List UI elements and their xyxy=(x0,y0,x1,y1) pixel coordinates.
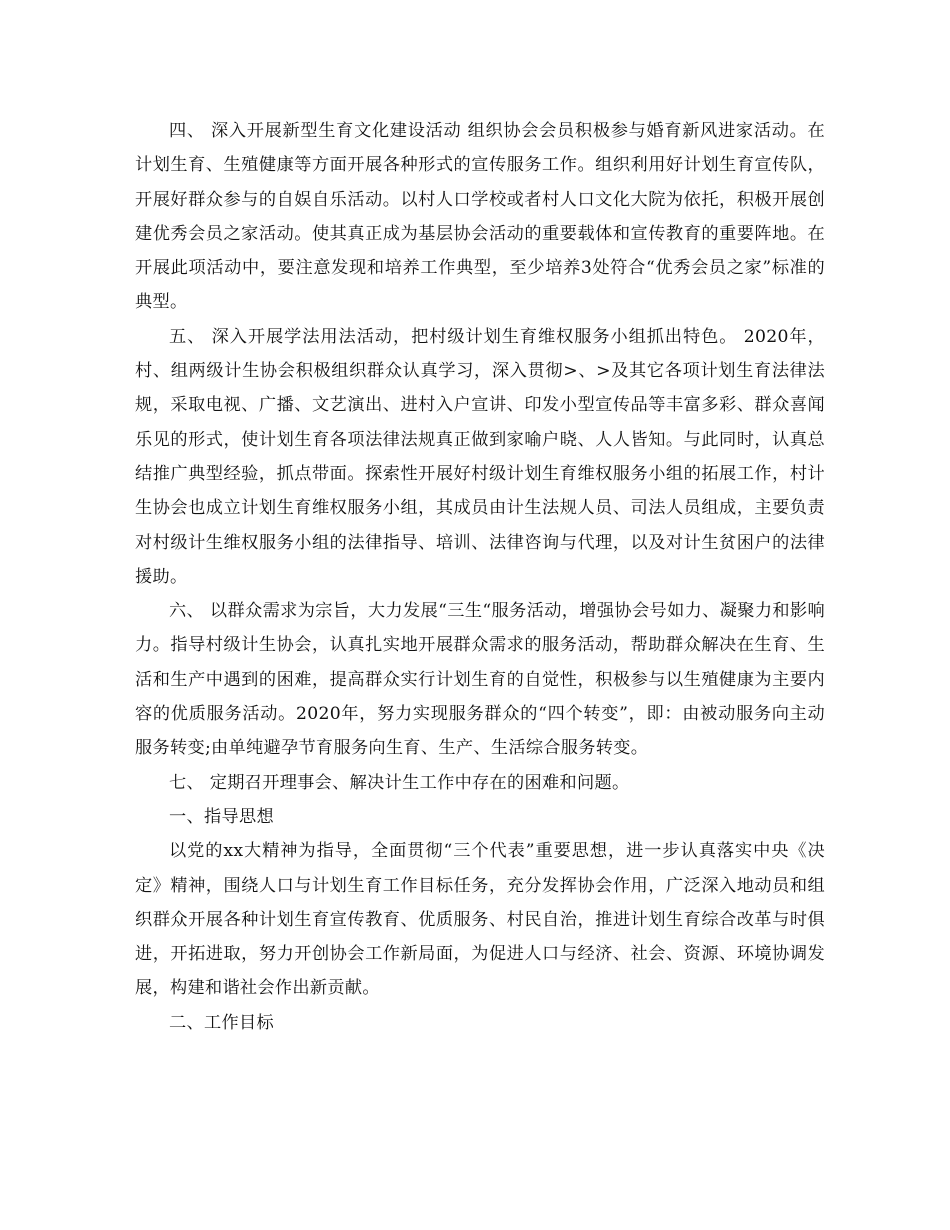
paragraph-section-six: 六、 以群众需求为宗旨，大力发展“三生“服务活动，增强协会号如力、凝聚力和影响力。指导村级计生协会，认真扎实地开展群众需求的服务活动，帮助群众解决在生育、生活和生产中遇到的困难，提高群众实行计划生育的自觉性，积极参与以生殖健康为主要内容的优质服务活动。2020年，努力实现服务群众的“四个转变”，即：由被动服务向主动服务转变;由单纯避孕节育服务向生育、生产、生活综合服务转变。 xyxy=(135,601,825,759)
paragraph-section-five: 五、 深入开展学法用法活动，把村级计划生育维权服务小组抓出特色。 2020年，村、组两级计生协会积极组织群众认真学习，深入贯彻>、>及其它各项计划生育法律法规，采取电视、广播、文艺演出、进村入户宣讲、印发小型宣传品等丰富多彩、群众喜闻乐见的形式，使计划生育各项法律法规真正做到家喻户晓、人人皆知。与此同时，认真总结推广典型经验，抓点带面。探索性开展好村级计划生育维权服务小组的拓展工作，村计生协会也成立计划生育维权服务小组，其成员由计生法规人员、司法人员组成，主要负责对村级计生维权服务小组的法律指导、培训、法律咨询与代理，以及对计生贫困户的法律援助。 xyxy=(135,326,825,587)
heading-guiding-thought: 一、指导思想 xyxy=(169,806,274,827)
paragraph-section-four: 四、 深入开展新型生育文化建设活动 组织协会会员积极参与婚育新风进家活动。在计划生育、生殖健康等方面开展各种形式的宣传服务工作。组织利用好计划生育宣传队，开展好群众参与的自娱自乐活动。以村人口学校或者村人口文化大院为依托，积极开展创建优秀会员之家活动。使其真正成为基层协会活动的重要载体和宣传教育的重要阵地。在开展此项活动中，要注意发现和培养工作典型，至少培养3处符合“优秀会员之家”标准的典型。 xyxy=(135,121,825,313)
heading-work-goals: 二、工作目标 xyxy=(169,1012,274,1033)
paragraph-section-seven: 七、 定期召开理事会、解决计生工作中存在的困难和问题。 xyxy=(169,772,630,793)
paragraph-guiding-thought: 以党的xx大精神为指导，全面贯彻“三个代表”重要思想，进一步认真落实中央《决定》精神，围绕人口与计划生育工作目标任务，充分发挥协会作用，广泛深入地动员和组织群众开展各种计划生育宣传教育、优质服务、村民自治，推进计划生育综合改革与时俱进，开拓进取，努力开创协会工作新局面，为促进人口与经济、社会、资源、环境协调发展，构建和谐社会作出新贡献。 xyxy=(135,841,825,999)
document-body xyxy=(135,114,825,1040)
